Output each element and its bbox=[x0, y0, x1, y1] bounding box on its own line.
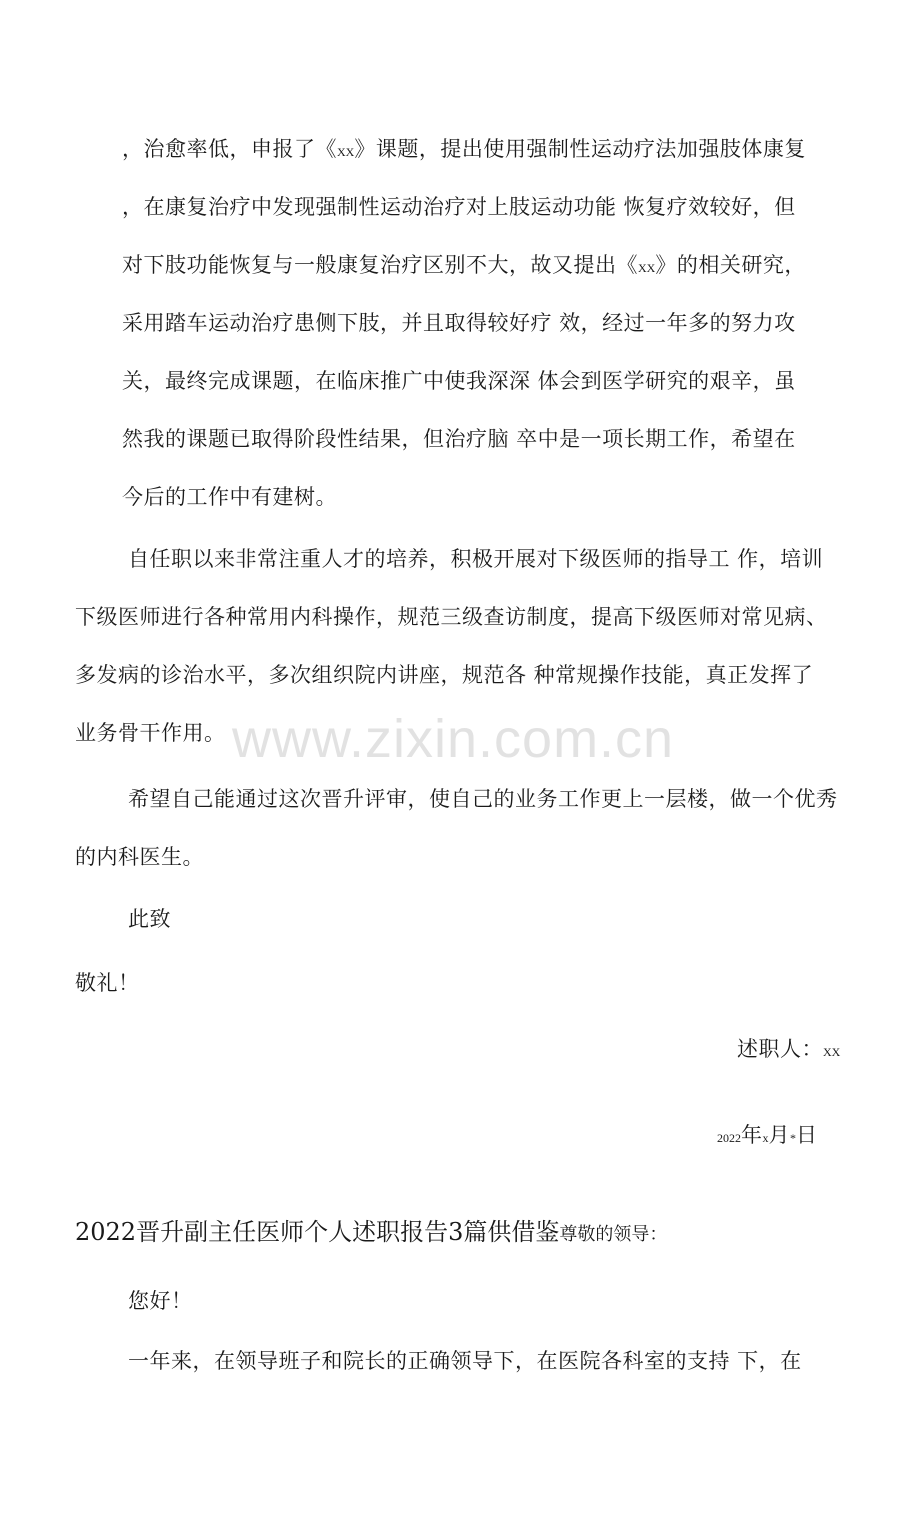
paragraph-2-line-3: 多发病的诊治水平，多次组织院内讲座，规范各 种常规操作技能，真正发挥了 bbox=[75, 663, 814, 687]
paragraph-1-line-6: 然我的课题已取得阶段性结果，但治疗脑 卒中是一项长期工作，希望在 bbox=[122, 427, 796, 451]
paragraph-3-line-1: 希望自己能通过这次晋升评审，使自己的业务工作更上一层楼，做一个优秀 bbox=[128, 787, 838, 811]
watermark: www.zixin.com.cn bbox=[232, 709, 675, 769]
text-segment: 》的相关研究， bbox=[655, 253, 806, 277]
paragraph-1-line-7: 今后的工作中有建树。 bbox=[122, 485, 337, 509]
text-segment: 对下肢功能恢复与一般康复治疗区别不大，故又提出《 bbox=[122, 253, 638, 277]
greeting: 您好！ bbox=[128, 1289, 193, 1313]
paragraph-4-line-1: 一年来，在领导班子和院长的正确领导下，在医院各科室的支持 下，在 bbox=[128, 1349, 802, 1373]
signature-label: 述职人： bbox=[737, 1037, 823, 1061]
date-day: * bbox=[790, 1131, 796, 1145]
paragraph-2-line-1: 自任职以来非常注重人才的培养，积极开展对下级医师的指导工 作，培训 bbox=[128, 547, 824, 571]
paragraph-2-line-4: 业务骨干作用。 bbox=[75, 721, 226, 745]
date-year-unit: 年 bbox=[741, 1123, 763, 1147]
text-segment: ，治愈率低，申报了《 bbox=[122, 137, 337, 161]
paragraph-1-line-4: 采用踏车运动治疗患侧下肢，并且取得较好疗 效，经过一年多的努力攻 bbox=[122, 311, 796, 335]
text-segment: 》课题，提出使用强制性运动疗法加强肢体康复 bbox=[354, 137, 806, 161]
placeholder-text: XX bbox=[337, 145, 355, 159]
paragraph-1-line-1 bbox=[122, 134, 806, 167]
heading-title: 2022晋升副主任医师个人述职报告3篇供借鉴 bbox=[75, 1218, 560, 1246]
paragraph-1-line-3 bbox=[122, 250, 806, 283]
text-segment: ，在康复治疗中发现强制性运动治疗对上肢运动功能 恢复疗效较好，但 bbox=[122, 195, 796, 219]
date-month-unit: 月 bbox=[768, 1123, 790, 1147]
placeholder-text: XX bbox=[638, 261, 656, 275]
signature-name: XX bbox=[823, 1045, 841, 1059]
date-month: x bbox=[762, 1131, 769, 1145]
paragraph-3-line-2: 的内科医生。 bbox=[75, 845, 204, 869]
closing-line-1: 此致 bbox=[128, 907, 171, 931]
heading-subtitle: 尊敬的领导： bbox=[559, 1224, 668, 1245]
paragraph-2-line-2: 下级医师进行各种常用内科操作，规范三级查访制度，提高下级医师对常见病、 bbox=[75, 605, 828, 629]
date-line bbox=[717, 1120, 818, 1153]
date-day-unit: 日 bbox=[796, 1123, 818, 1147]
closing-line-2: 敬礼！ bbox=[75, 971, 140, 995]
paragraph-1-line-2 bbox=[122, 192, 796, 222]
date-year: 2022 bbox=[717, 1131, 741, 1145]
signature bbox=[737, 1034, 840, 1067]
paragraph-1-line-5: 关，最终完成课题，在临床推广中使我深深 体会到医学研究的艰辛，虽 bbox=[122, 369, 796, 393]
document-heading bbox=[75, 1215, 667, 1252]
